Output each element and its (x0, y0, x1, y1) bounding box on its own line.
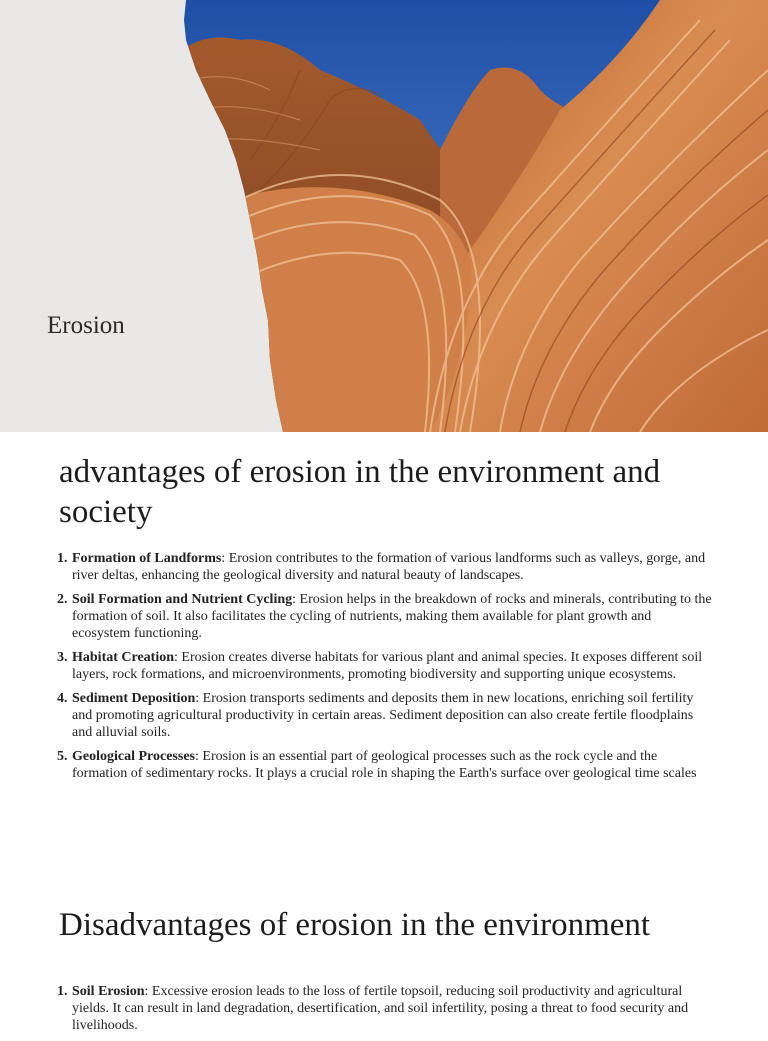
item-number: 1. (57, 551, 68, 566)
list-item (57, 649, 712, 683)
item-number: 5. (57, 749, 68, 764)
item-number: 1. (57, 984, 68, 999)
disadvantages-slide (0, 905, 768, 1041)
list-item (57, 748, 712, 782)
advantages-heading: advantages of erosion in the environment and society (59, 454, 661, 530)
list-item (57, 983, 712, 1034)
title-slide (0, 0, 768, 432)
item-number: 3. (57, 650, 68, 665)
list-item (57, 550, 712, 584)
item-term: Sediment Deposition (72, 691, 196, 706)
item-text: : Excessive erosion leads to the loss of fertile topsoil, reducing soil productivity and agricultural yields. It can result in land degradation, desertification, and soil infertility, posing a threat to food security and livelihoods. (72, 984, 689, 1033)
item-text: : Erosion helps in the breakdown of rocks and minerals, contributing to the formation of soil. It also facilitates the cycling of nutrients, making them available for plant growth and ecosystem functioning. (72, 592, 712, 641)
sandstone-wave-image (0, 0, 768, 432)
item-text: : Erosion contributes to the formation of various landforms such as valleys, gorge, and river deltas, enhancing the geological diversity and natural beauty of landscapes. (72, 551, 706, 583)
item-term: Soil Erosion (72, 984, 145, 999)
item-number: 2. (57, 592, 68, 607)
item-term: Habitat Creation (72, 650, 175, 665)
item-number: 4. (57, 691, 68, 706)
item-text: : Erosion creates diverse habitats for various plant and animal species. It exposes different soil layers, rock formations, and microenvironments, promoting biodiversity and supporting unique ecosystems. (72, 650, 703, 682)
slide-title: Erosion (47, 312, 125, 339)
list-item (57, 591, 712, 642)
list-item (57, 690, 712, 741)
advantages-slide (0, 452, 768, 789)
disadvantages-list (0, 983, 768, 1034)
advantages-list (0, 550, 768, 782)
disadvantages-heading: Disadvantages of erosion in the environment (59, 907, 651, 943)
item-text: : Erosion transports sediments and deposits them in new locations, enriching soil fertility and promoting agricultural productivity in certain areas. Sediment deposition can also create fertile floodplains and alluvial soils. (72, 691, 694, 740)
item-term: Geological Processes (72, 749, 195, 764)
item-text: : Erosion is an essential part of geological processes such as the rock cycle and the formation of sedimentary rocks. It plays a crucial role in shaping the Earth's surface over geological time scales (72, 749, 697, 781)
item-term: Soil Formation and Nutrient Cycling (72, 592, 293, 607)
item-term: Formation of Landforms (72, 551, 222, 566)
